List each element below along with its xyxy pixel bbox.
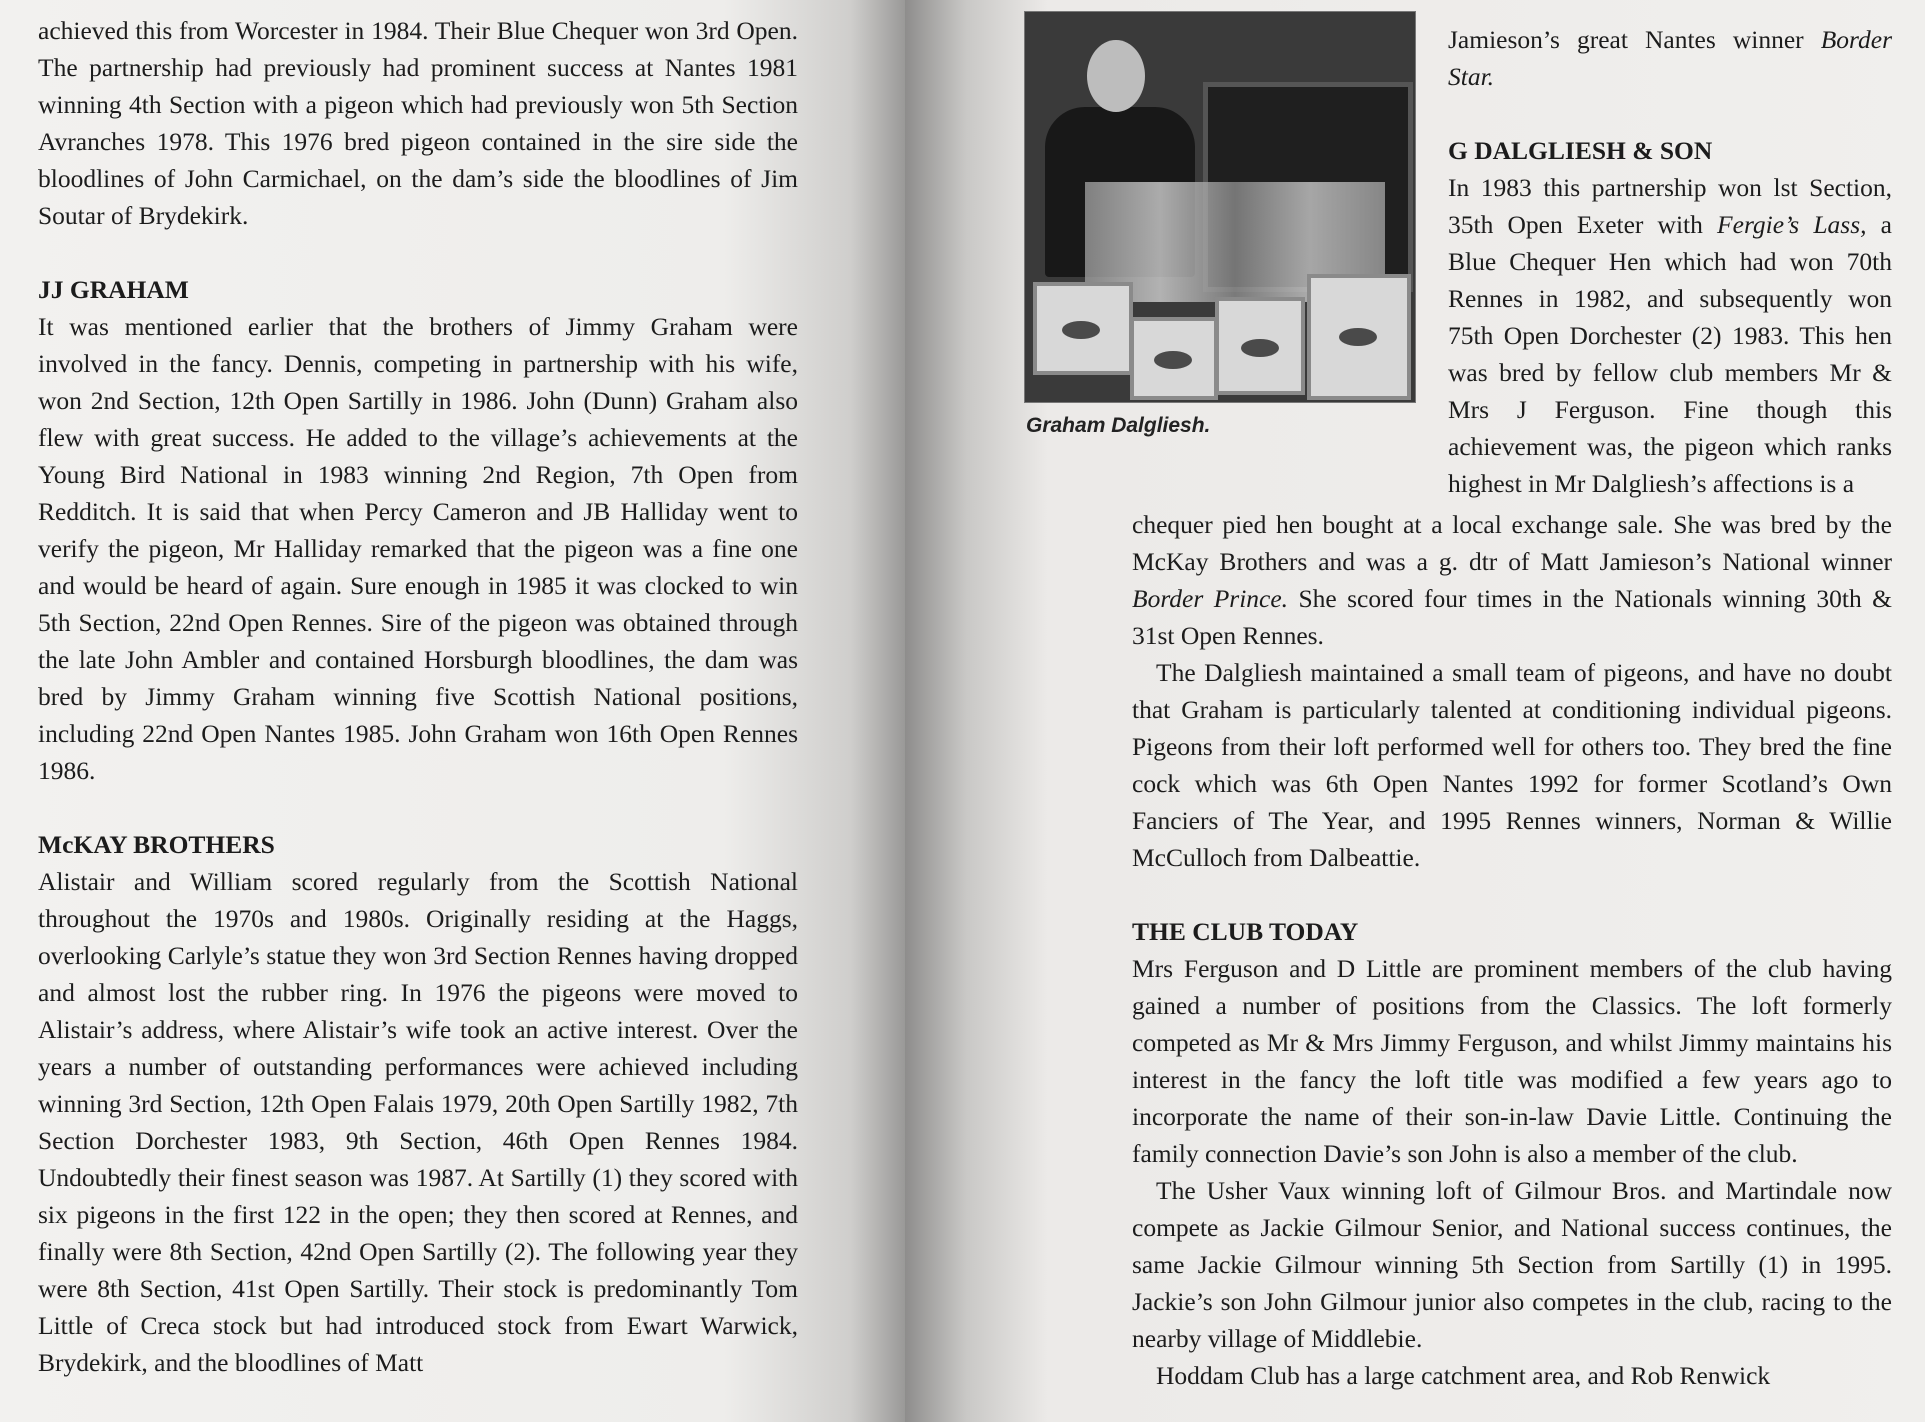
paragraph-hoddam: Hoddam Club has a large catchment area, and Rob Renwick (1156, 1361, 1771, 1390)
pigeon-portrait (1307, 274, 1411, 400)
person-head (1087, 40, 1145, 112)
pigeon-portrait (1215, 297, 1305, 395)
paragraph-border-star: Jamieson’s great Nantes winner Border Star. (1448, 25, 1892, 91)
heading-jj-graham: JJ GRAHAM (38, 275, 189, 304)
paragraph-gilmour: The Usher Vaux winning loft of Gilmour Bros. and Martindale now compete as Jackie Gilmour Senior, and National success continues, the same Jackie Gilmour winning 5th Section from Sartilly (1) in 1995. Jackie’s son John Gilmour junior also competes in the club, racing to the nearby village of Middlebie. (1132, 1176, 1892, 1353)
paragraph-jj-graham: It was mentioned earlier that the brothers of Jimmy Graham were involved in the fancy. Dennis, competing in partnership with his wife, won 2nd Section, 12th Open Sartilly in 1986. John (Dunn) Graham also flew with great success. He added to the village’s achievements at the Young Bird National in 1983 winning 2nd Region, 7th Open from Redditch. It is said that when Percy Cameron and JB Halliday went to verify the pigeon, Mr Halliday remarked that the pigeon was a fine one and would be heard of again. Sure enough in 1985 it was clocked to win 5th Section, 22nd Open Rennes. Sire of the pigeon was obtained through the late John Ambler and contained Horsburgh bloodlines, the dam was bred by Jimmy Graham winning five Scottish National positions, including 22nd Open Nantes 1985. John Graham won 16th Open Rennes 1986. (38, 312, 798, 785)
heading-g-dalgliesh: G DALGLIESH & SON (1448, 136, 1713, 165)
paragraph-club-members: Mrs Ferguson and D Little are prominent members of the club having gained a number of positions from the Classics. The loft formerly competed as Mr & Mrs Jimmy Ferguson, and whilst Jimmy maintains his interest in the fancy the loft title was modified a few years ago to incorporate the name of their son-in-law Davie Little. Continuing the family connection Davie’s son John is also a member of the club. (1132, 954, 1892, 1168)
paragraph-chequer-pied: chequer pied hen bought at a local exchange sale. She was bred by the McKay Brothers and was a g. dtr of Matt Jamieson’s National winner Border Prince. She scored four times in the Nationals winning 30th & 31st Open Rennes. (1132, 510, 1892, 650)
paragraph-worcester: achieved this from Worcester in 1984. Their Blue Chequer won 3rd Open. The partnership had previously had prominent success at Nantes 1981 winning 4th Section with a pigeon which had previously won 5th Section Avranches 1978. This 1976 bred pigeon contained in the sire side the bloodlines of John Carmichael, on the dam’s side the bloodlines of Jim Soutar of Brydekirk. (38, 16, 798, 230)
paragraph-dalgliesh: In 1983 this partnership won lst Section, 35th Open Exeter with Fergie’s Lass, a Blue Chequer Hen which had won 70th Rennes in 1982, and subsequently won 75th Open Dorchester (2) 1983. This hen was bred by fellow club members Mr & Mrs J Ferguson. Fine though this achievement was, the pigeon which ranks highest in Mr Dalgliesh’s affections is a (1448, 173, 1892, 498)
pigeon-portrait (1130, 317, 1218, 400)
pigeon-portrait (1033, 282, 1133, 375)
heading-club-today: THE CLUB TODAY (1132, 917, 1359, 946)
right-main-column (1132, 506, 1892, 1394)
left-column (38, 12, 798, 1381)
paragraph-small-team: The Dalgliesh maintained a small team of pigeons, and have no doubt that Graham is particularly talented at conditioning individual pigeons. Pigeons from their loft performed well for others too. They bred the fine cock which was 6th Open Nantes 1992 for former Scotland’s Own Fanciers of The Year, and 1995 Rennes winners, Norman & Willie McCulloch from Dalbeattie. (1132, 658, 1892, 872)
pigeon-name: Fergie’s Lass, (1717, 210, 1867, 239)
photo-graham-dalgliesh (1024, 11, 1416, 403)
pigeon-name: Border Prince. (1132, 584, 1289, 613)
photo-caption: Graham Dalgliesh. (1026, 414, 1211, 437)
paragraph-mckay-brothers: Alistair and William scored regularly from the Scottish National throughout the 1970s and 1980s. Originally residing at the Haggs, overlooking Carlyle’s statue they won 3rd Section Rennes having dropped and almost lost the rubber ring. In 1976 the pigeons were moved to Alistair’s address, where Alistair’s wife took an active interest. Over the years a number of outstanding performances were achieved including winning 3rd Section, 12th Open Falais 1979, 20th Open Sartilly 1982, 7th Section Dorchester 1983, 9th Section, 46th Open Rennes 1984. Undoubtedly their finest season was 1987. At Sartilly (1) they scored with six pigeons in the first 122 in the open; they then scored at Rennes, and finally were 8th Section, 42nd Open Sartilly (2). The following year they were 8th Section, 41st Open Sartilly. Their stock is predominantly Tom Little of Creca stock but had introduced stock from Ewart Warwick, Brydekirk, and the bloodlines of Matt (38, 867, 798, 1377)
pigeon-name: Border Star. (1448, 25, 1892, 91)
right-top-column (1448, 21, 1892, 502)
heading-mckay-brothers: McKAY BROTHERS (38, 830, 275, 859)
